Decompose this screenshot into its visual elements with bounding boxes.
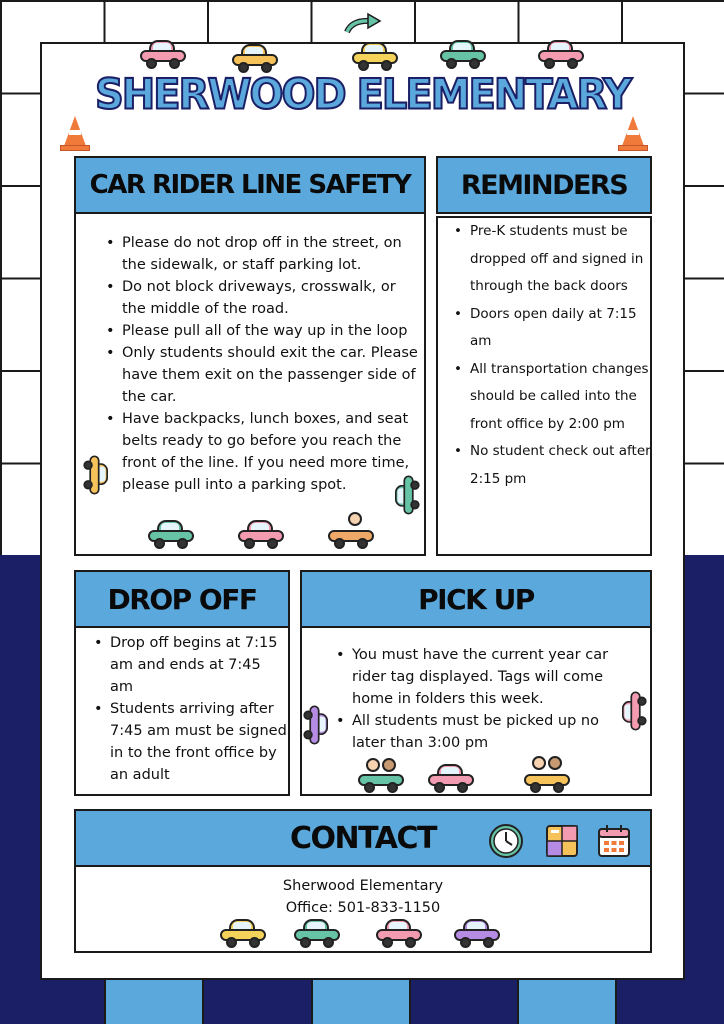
list-item: • All transportation changes should be called into the front office by 2:00 pm xyxy=(452,356,652,439)
car-rider-heading: CAR RIDER LINE SAFETY xyxy=(89,170,411,200)
car-icon xyxy=(352,40,398,70)
pick-up-list xyxy=(334,644,620,754)
background-stripe xyxy=(104,980,204,1024)
car-icon xyxy=(454,917,500,947)
contact-heading: CONTACT xyxy=(290,820,436,856)
pick-up-heading: PICK UP xyxy=(418,582,534,616)
background-stripe xyxy=(311,980,411,1024)
list-item: • Please do not drop off in the street, on the sidewalk, or staff parking lot. xyxy=(104,232,424,276)
car-icon xyxy=(376,917,422,947)
list-item: • Drop off begins at 7:15 am and ends at 7:45 am xyxy=(92,632,288,698)
car-icon xyxy=(294,917,340,947)
drop-off-list xyxy=(92,632,288,786)
list-item: • You must have the current year car rider tag displayed. Tags will come home in folders this week. xyxy=(334,644,620,710)
car-rider-header xyxy=(74,156,426,214)
car-with-kids-icon xyxy=(524,762,570,792)
list-item: • Do not block driveways, crosswalk, or the middle of the road. xyxy=(104,276,424,320)
reminders-section xyxy=(436,216,652,556)
calendar-icon xyxy=(596,823,632,859)
car-rider-section xyxy=(74,156,426,556)
contact-phone: Office: 501-833-1150 xyxy=(285,900,441,916)
drop-off-header xyxy=(74,570,290,628)
list-item: • Only students should exit the car. Please have them exit on the passenger side of the car. xyxy=(104,342,424,408)
list-item: • All students must be picked up no later than 3:00 pm xyxy=(334,710,620,754)
car-icon xyxy=(84,455,110,494)
flyer xyxy=(40,42,685,980)
contact-section xyxy=(74,809,652,953)
car-icon xyxy=(393,475,419,514)
pick-up-section xyxy=(300,570,652,796)
car-rider-list xyxy=(104,232,424,496)
car-icon xyxy=(538,38,584,68)
car-with-kids-icon xyxy=(358,762,404,792)
traffic-cone-icon xyxy=(618,116,648,152)
car-icon xyxy=(440,38,486,68)
list-item: • Have backpacks, lunch boxes, and seat belts ready to go before you reach the front of the line. If you need more time, please pull into a parking spot. xyxy=(104,408,424,496)
list-item: • Students arriving after 7:45 am must be signed in to the front office by an adult xyxy=(92,698,288,786)
arrow-icon xyxy=(344,12,384,36)
car-icon xyxy=(148,518,194,548)
reminders-heading: REMINDERS xyxy=(460,169,628,201)
list-item: • Pre-K students must be dropped off and signed in through the back doors xyxy=(452,218,652,301)
car-icon xyxy=(232,42,278,72)
list-item: • Doors open daily at 7:15 am xyxy=(452,301,652,356)
list-item: • No student check out after 2:15 pm xyxy=(452,438,652,493)
reminders-list xyxy=(452,218,652,493)
car-icon xyxy=(428,762,474,792)
car-with-kid-icon xyxy=(328,518,374,548)
page-title: SHERWOOD ELEMENTARY xyxy=(94,70,631,120)
list-item: • Please pull all of the way up in the loop xyxy=(104,320,424,342)
clock-icon xyxy=(488,823,524,859)
car-icon xyxy=(140,38,186,68)
pick-up-header xyxy=(300,570,652,628)
notebook-icon xyxy=(544,823,580,859)
background-stripe xyxy=(517,980,617,1024)
traffic-cone-icon xyxy=(60,116,90,152)
car-icon xyxy=(220,917,266,947)
car-icon xyxy=(238,518,284,548)
reminders-header xyxy=(436,156,652,214)
contact-school-name: Sherwood Elementary xyxy=(282,878,444,894)
drop-off-section xyxy=(74,570,290,796)
car-icon xyxy=(620,691,646,730)
car-icon xyxy=(304,705,330,744)
drop-off-heading: DROP OFF xyxy=(107,582,257,616)
